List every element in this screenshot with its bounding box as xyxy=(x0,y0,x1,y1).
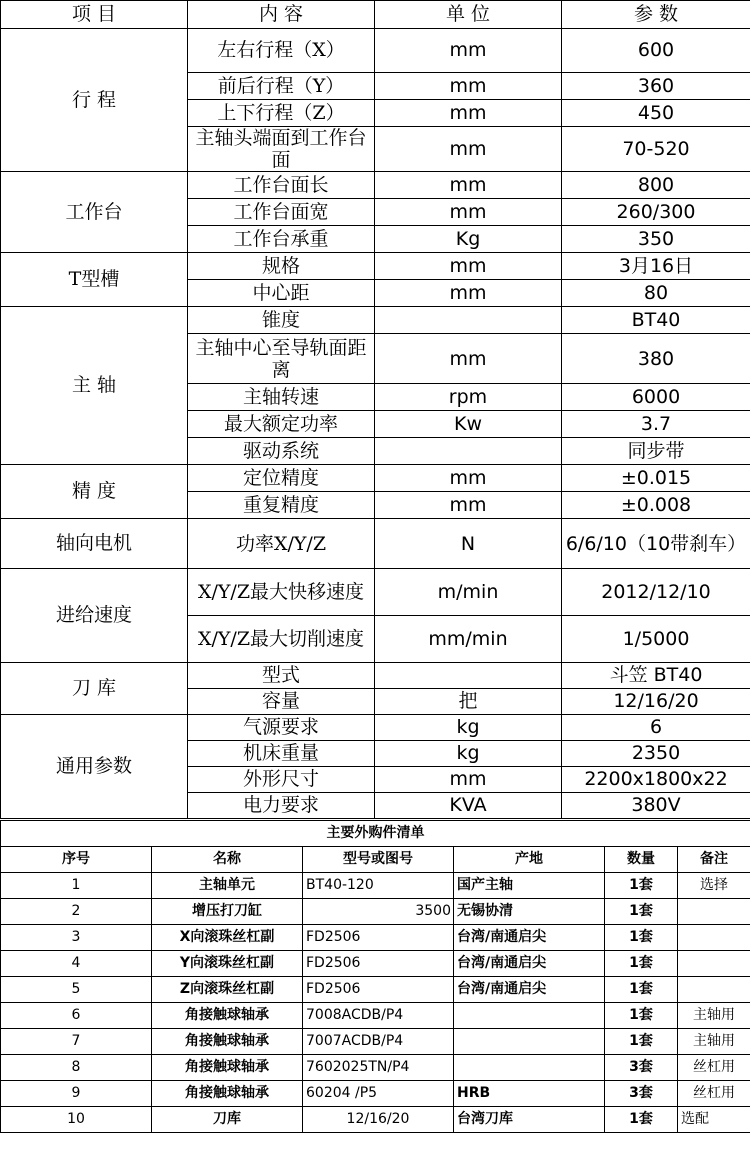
parts-note xyxy=(678,977,750,1003)
parts-name: Y向滚珠丝杠副 xyxy=(152,951,303,977)
parts-model: FD2506 xyxy=(303,977,454,1003)
parts-qty: 1套 xyxy=(605,899,678,925)
parts-model: 60204 /P5 xyxy=(303,1081,454,1107)
parts-no: 9 xyxy=(1,1081,152,1107)
parts-no: 10 xyxy=(1,1107,152,1133)
spec-unit: mm xyxy=(375,199,562,226)
parts-model: 7008ACDB/P4 xyxy=(303,1003,454,1029)
spec-value: 6000 xyxy=(562,384,750,411)
parts-qty: 1套 xyxy=(605,873,678,899)
parts-row xyxy=(1,977,750,1003)
spec-item: 工作台面长 xyxy=(188,172,375,199)
spec-group-name: 进给速度 xyxy=(1,569,188,663)
header-content: 内 容 xyxy=(188,1,375,29)
spec-item: 气源要求 xyxy=(188,715,375,741)
spec-group-name: 行 程 xyxy=(1,29,188,172)
parts-row xyxy=(1,1081,750,1107)
spec-row xyxy=(1,519,750,569)
spec-unit: Kw xyxy=(375,411,562,438)
spec-group-name: 工作台 xyxy=(1,172,188,253)
spec-value: 450 xyxy=(562,100,750,127)
spec-item: 前后行程（Y） xyxy=(188,73,375,100)
parts-qty: 1套 xyxy=(605,951,678,977)
parts-name: 角接触球轴承 xyxy=(152,1029,303,1055)
spec-group-name: 刀 库 xyxy=(1,663,188,715)
spec-row xyxy=(1,715,750,741)
parts-origin: 台湾/南通启尖 xyxy=(454,925,605,951)
parts-qty: 1套 xyxy=(605,925,678,951)
spec-value: 12/16/20 xyxy=(562,689,750,715)
spec-item: 工作台面宽 xyxy=(188,199,375,226)
spec-unit: mm xyxy=(375,253,562,280)
spec-unit: Kg xyxy=(375,226,562,253)
spec-value: 同步带 xyxy=(562,438,750,465)
parts-row xyxy=(1,1107,750,1133)
spec-item: 上下行程（Z） xyxy=(188,100,375,127)
spec-group-name: 轴向电机 xyxy=(1,519,188,569)
header-params: 参 数 xyxy=(562,1,750,29)
spec-value: 380V xyxy=(562,793,750,819)
spec-row xyxy=(1,307,750,334)
parts-header-qty: 数量 xyxy=(605,847,678,873)
parts-name: X向滚珠丝杠副 xyxy=(152,925,303,951)
spec-header-row xyxy=(1,1,750,29)
spec-row xyxy=(1,663,750,689)
parts-origin: 台湾/南通启尖 xyxy=(454,951,605,977)
parts-no: 2 xyxy=(1,899,152,925)
spec-unit: N xyxy=(375,519,562,569)
parts-row xyxy=(1,951,750,977)
spec-value: ±0.015 xyxy=(562,465,750,492)
spec-unit: kg xyxy=(375,741,562,767)
spec-item: 最大额定功率 xyxy=(188,411,375,438)
parts-qty: 1套 xyxy=(605,1107,678,1133)
spec-group-name: 通用参数 xyxy=(1,715,188,819)
parts-row xyxy=(1,1055,750,1081)
parts-name: 角接触球轴承 xyxy=(152,1003,303,1029)
spec-value: 斗笠 BT40 xyxy=(562,663,750,689)
spec-unit xyxy=(375,307,562,334)
parts-no: 3 xyxy=(1,925,152,951)
spec-unit: kg xyxy=(375,715,562,741)
parts-origin xyxy=(454,1055,605,1081)
parts-no: 1 xyxy=(1,873,152,899)
parts-note xyxy=(678,899,750,925)
parts-note xyxy=(678,951,750,977)
spec-group-name: 精 度 xyxy=(1,465,188,519)
spec-unit xyxy=(375,663,562,689)
parts-qty: 1套 xyxy=(605,1029,678,1055)
spec-value: 3月16日 xyxy=(562,253,750,280)
spec-unit: KVA xyxy=(375,793,562,819)
spec-value: 6 xyxy=(562,715,750,741)
spec-unit: mm/min xyxy=(375,616,562,663)
spec-item: 电力要求 xyxy=(188,793,375,819)
parts-name: 刀库 xyxy=(152,1107,303,1133)
spec-unit: mm xyxy=(375,334,562,384)
header-item: 项 目 xyxy=(1,1,188,29)
parts-qty: 3套 xyxy=(605,1081,678,1107)
spec-value: 380 xyxy=(562,334,750,384)
parts-note: 选择 xyxy=(678,873,750,899)
spec-item: 工作台承重 xyxy=(188,226,375,253)
parts-name: 角接触球轴承 xyxy=(152,1055,303,1081)
spec-item: 规格 xyxy=(188,253,375,280)
spec-item: 外形尺寸 xyxy=(188,767,375,793)
spec-item: 机床重量 xyxy=(188,741,375,767)
parts-row xyxy=(1,899,750,925)
spec-item: X/Y/Z最大切削速度 xyxy=(188,616,375,663)
parts-header-name: 名称 xyxy=(152,847,303,873)
parts-qty: 3套 xyxy=(605,1055,678,1081)
spec-item: 锥度 xyxy=(188,307,375,334)
parts-row xyxy=(1,925,750,951)
parts-note: 丝杠用 xyxy=(678,1081,750,1107)
spec-value: 70-520 xyxy=(562,127,750,172)
spec-value: 80 xyxy=(562,280,750,307)
spec-value: 2200x1800x22 xyxy=(562,767,750,793)
parts-model: 7602025TN/P4 xyxy=(303,1055,454,1081)
spec-item: X/Y/Z最大快移速度 xyxy=(188,569,375,616)
parts-note: 丝杠用 xyxy=(678,1055,750,1081)
spec-unit: rpm xyxy=(375,384,562,411)
parts-model: 7007ACDB/P4 xyxy=(303,1029,454,1055)
spec-value: 2350 xyxy=(562,741,750,767)
spec-group-name: T型槽 xyxy=(1,253,188,307)
parts-no: 4 xyxy=(1,951,152,977)
parts-model: FD2506 xyxy=(303,925,454,951)
parts-origin xyxy=(454,1003,605,1029)
spec-row xyxy=(1,569,750,616)
spec-item: 主轴中心至导轨面距离 xyxy=(188,334,375,384)
spec-value: 1/5000 xyxy=(562,616,750,663)
spec-row xyxy=(1,172,750,199)
parts-no: 5 xyxy=(1,977,152,1003)
spec-item: 主轴头端面到工作台面 xyxy=(188,127,375,172)
parts-header-no: 序号 xyxy=(1,847,152,873)
spec-unit xyxy=(375,438,562,465)
parts-origin: 台湾刀库 xyxy=(454,1107,605,1133)
spec-unit: mm xyxy=(375,767,562,793)
spec-item: 型式 xyxy=(188,663,375,689)
parts-header-model: 型号或图号 xyxy=(303,847,454,873)
parts-name: 主轴单元 xyxy=(152,873,303,899)
parts-table-body xyxy=(1,821,750,1133)
parts-model: FD2506 xyxy=(303,951,454,977)
parts-title: 主要外购件清单 xyxy=(1,821,750,847)
parts-origin: 国产主轴 xyxy=(454,873,605,899)
spec-value: ±0.008 xyxy=(562,492,750,519)
spec-unit: mm xyxy=(375,172,562,199)
spec-unit: mm xyxy=(375,73,562,100)
parts-row xyxy=(1,1029,750,1055)
parts-table xyxy=(0,820,750,1133)
spec-item: 中心距 xyxy=(188,280,375,307)
parts-header-note: 备注 xyxy=(678,847,750,873)
spec-item: 功率X/Y/Z xyxy=(188,519,375,569)
spec-unit: mm xyxy=(375,29,562,73)
spec-row xyxy=(1,253,750,280)
spec-row xyxy=(1,29,750,73)
spec-value: 2012/12/10 xyxy=(562,569,750,616)
parts-row xyxy=(1,1003,750,1029)
spec-item: 重复精度 xyxy=(188,492,375,519)
parts-note: 主轴用 xyxy=(678,1029,750,1055)
spec-value: BT40 xyxy=(562,307,750,334)
spec-unit: mm xyxy=(375,280,562,307)
spec-group-name: 主 轴 xyxy=(1,307,188,465)
spec-unit: mm xyxy=(375,127,562,172)
spec-value: 260/300 xyxy=(562,199,750,226)
parts-name: Z向滚珠丝杠副 xyxy=(152,977,303,1003)
spec-value: 800 xyxy=(562,172,750,199)
spec-item: 主轴转速 xyxy=(188,384,375,411)
parts-no: 7 xyxy=(1,1029,152,1055)
parts-model: BT40-120 xyxy=(303,873,454,899)
parts-qty: 1套 xyxy=(605,977,678,1003)
parts-note: 选配 xyxy=(678,1107,750,1133)
spec-row xyxy=(1,465,750,492)
parts-header-origin: 产地 xyxy=(454,847,605,873)
spec-unit: m/min xyxy=(375,569,562,616)
spec-unit: mm xyxy=(375,100,562,127)
spec-value: 350 xyxy=(562,226,750,253)
parts-note: 主轴用 xyxy=(678,1003,750,1029)
spec-value: 6/6/10（10带刹车） xyxy=(562,519,750,569)
spec-value: 3.7 xyxy=(562,411,750,438)
header-unit: 单 位 xyxy=(375,1,562,29)
parts-model: 3500 xyxy=(303,899,454,925)
parts-note xyxy=(678,925,750,951)
parts-title-row xyxy=(1,821,750,847)
parts-no: 8 xyxy=(1,1055,152,1081)
spec-table-body xyxy=(1,1,750,819)
spec-value: 360 xyxy=(562,73,750,100)
spec-item: 容量 xyxy=(188,689,375,715)
parts-name: 角接触球轴承 xyxy=(152,1081,303,1107)
spec-item: 驱动系统 xyxy=(188,438,375,465)
spec-unit: mm xyxy=(375,465,562,492)
spec-item: 定位精度 xyxy=(188,465,375,492)
parts-origin: 无锡协清 xyxy=(454,899,605,925)
parts-qty: 1套 xyxy=(605,1003,678,1029)
spec-value: 600 xyxy=(562,29,750,73)
parts-origin xyxy=(454,1029,605,1055)
spec-item: 左右行程（X） xyxy=(188,29,375,73)
parts-model: 12/16/20 xyxy=(303,1107,454,1133)
parts-row xyxy=(1,873,750,899)
parts-origin: 台湾/南通启尖 xyxy=(454,977,605,1003)
parts-origin: HRB xyxy=(454,1081,605,1107)
parts-no: 6 xyxy=(1,1003,152,1029)
parts-header-row xyxy=(1,847,750,873)
parts-name: 增压打刀缸 xyxy=(152,899,303,925)
spec-unit: 把 xyxy=(375,689,562,715)
spec-unit: mm xyxy=(375,492,562,519)
